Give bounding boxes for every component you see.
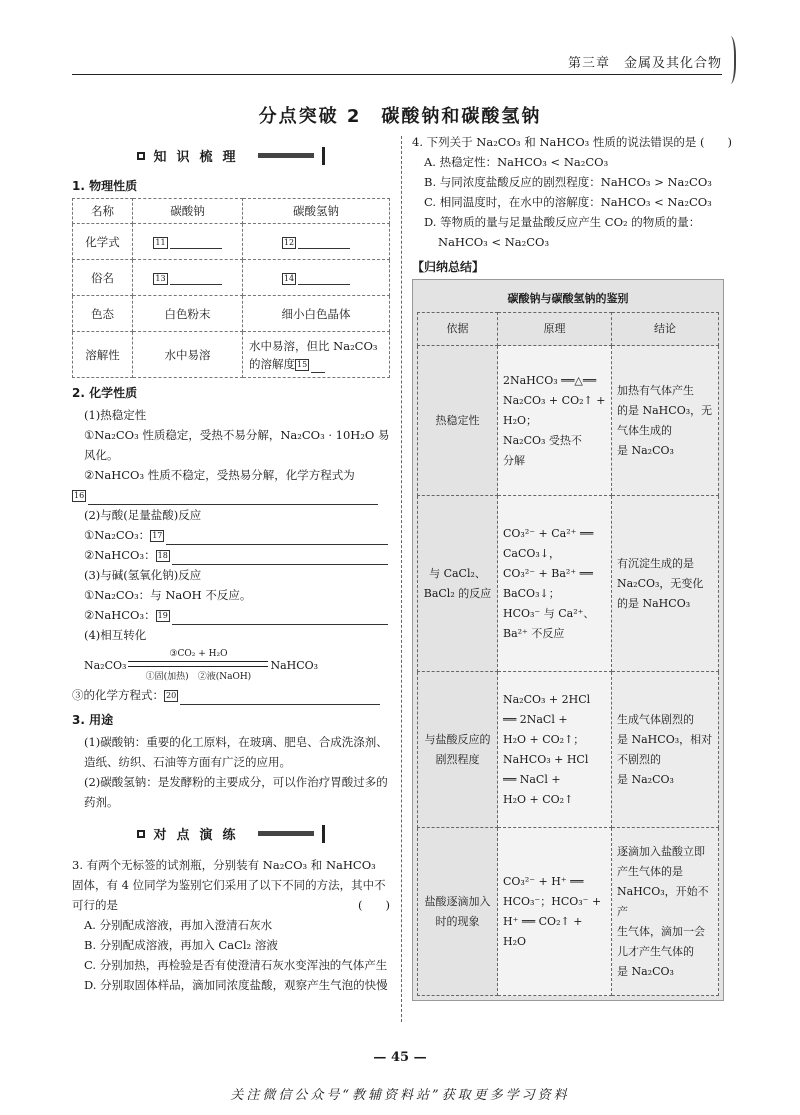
sodium-carbonate-stability: ①Na₂CO₃ 性质稳定，受热不易分解，Na₂CO₃ · 10H₂O 易风化。 (84, 428, 390, 462)
conclusion-cell: 加热有气体产生 的是 NaHCO₃，无 气体生成的 是 Na₂CO₃ (612, 346, 719, 496)
table-row (73, 260, 390, 296)
conclusion-cell: 逐滴加入盐酸立即 产生气体的是 NaHCO₃，开始不产 生气体，滴加一会 儿才产生气体的 是 Na₂CO₃ (612, 828, 719, 996)
knowledge-banner-text: 知识梳理 (153, 150, 246, 165)
question-3-stem: 3. 有两个无标签的试剂瓶，分别装有 Na₂CO₃ 和 NaHCO₃ 固体，有 4 位同学为鉴别它们采用了以下不同的方法，其中不可行的是 ( ) (72, 855, 390, 915)
table-row (418, 828, 719, 996)
row-label: 俗名 (73, 260, 133, 296)
footer-note: 关注微信公众号“教辅资料站”获取更多学习资料 (230, 1088, 570, 1103)
banner-end-mark (322, 147, 325, 165)
table-header-cell: 名称 (73, 199, 133, 224)
solubility-blank[interactable]: 水中易溶，但比 Na₂CO₃ 的溶解度 15 (243, 332, 390, 378)
principle-cell: Na₂CO₃ + 2HCl ══ 2NaCl + H₂O + CO₂↑； NaHCO₃ + HCl ══ NaCl + H₂O + CO₂↑ (498, 672, 612, 828)
summary-box (412, 279, 724, 1001)
banner-square-icon (137, 830, 145, 838)
formula-blank[interactable]: 11 (133, 224, 243, 260)
question-3-option[interactable]: B. 分别配成溶液，再加入 CaCl₂ 溶液 (84, 938, 278, 952)
interconversion-arrows (128, 649, 268, 682)
base-reaction-heading: (3)与碱(氢氧化钠)反应 (84, 568, 202, 582)
table-header-row (73, 199, 390, 224)
banner-square-icon (137, 152, 145, 160)
equation-blank-16[interactable]: 16 (72, 485, 390, 505)
interconversion-diagram (84, 645, 390, 685)
question-3-option[interactable]: D. 分别取固体样品，滴加同浓度盐酸，观察产生气泡的快慢 (84, 978, 388, 992)
arrow-left-icon (128, 666, 268, 667)
cell-value: 白色粉末 (133, 296, 243, 332)
table-header-cell: 碳酸氢钠 (243, 199, 390, 224)
principle-cell: CO₃²⁻ + Ca²⁺ ══ CaCO₃↓， CO₃²⁻ + Ba²⁺ ══ BaCO₃↓； HCO₃⁻ 与 Ca²⁺、 Ba²⁺ 不反应 (498, 496, 612, 672)
equation-blank-18[interactable]: ②NaHCO₃： 18 (72, 545, 390, 565)
identification-table (417, 312, 719, 996)
interconversion-heading: (4)相互转化 (84, 628, 147, 642)
cell-value: 细小白色晶体 (243, 296, 390, 332)
interconversion-right: NaHCO₃ (270, 658, 319, 672)
right-column (412, 132, 732, 1001)
table-header-cell: 碳酸钠 (133, 199, 243, 224)
conclusion-cell: 有沉淀生成的是 Na₂CO₃，无变化 的是 NaHCO₃ (612, 496, 719, 672)
summary-header-cell: 结论 (612, 313, 719, 346)
header-rule (72, 74, 722, 75)
practice-banner-text: 对点演练 (153, 828, 246, 843)
acid-reaction-heading: (2)与酸(足量盐酸)反应 (84, 508, 202, 522)
table-row (73, 296, 390, 332)
chapter-header: 第三章 金属及其化合物 (567, 56, 722, 71)
page-title: 分点突破 2 碳酸钠和碳酸氢钠 (258, 106, 542, 127)
question-4-stem: 4. 下列关于 Na₂CO₃ 和 NaHCO₃ 性质的说法错误的是 ( ) (412, 132, 732, 152)
table-row (418, 672, 719, 828)
header-ornament (722, 36, 736, 84)
basis-cell: 盐酸逐滴加入时的现象 (418, 828, 498, 996)
physical-properties-heading: 1. 物理性质 (72, 179, 138, 193)
answer-paren[interactable]: ( ) (358, 898, 390, 912)
question-4-option[interactable]: D. 等物质的量与足量盐酸反应产生 CO₂ 的物质的量： (424, 215, 701, 229)
question-4-option[interactable]: B. 与同浓度盐酸反应的剧烈程度：NaHCO₃ > Na₂CO₃ (424, 175, 712, 189)
summary-header-cell: 依据 (418, 313, 498, 346)
thermal-stability-heading: (1)热稳定性 (84, 408, 147, 422)
left-column (72, 138, 390, 995)
sodium-bicarbonate-stability: ②NaHCO₃ 性质不稳定，受热易分解，化学方程式为 (84, 468, 355, 482)
name-blank[interactable]: 13 (133, 260, 243, 296)
table-row (418, 346, 719, 496)
row-label: 色态 (73, 296, 133, 332)
sodium-bicarbonate-use: (2)碳酸氢钠：是发酵粉的主要成分，可以作治疗胃酸过多的药剂。 (84, 775, 388, 809)
arrow-right-icon (128, 661, 268, 662)
question-4-option[interactable]: A. 热稳定性：NaHCO₃ < Na₂CO₃ (424, 155, 609, 169)
equation-blank-17[interactable]: ①Na₂CO₃： 17 (72, 525, 390, 545)
name-blank[interactable]: 14 (243, 260, 390, 296)
equation-blank-20[interactable]: ③的化学方程式： 20 (72, 685, 390, 705)
sodium-carbonate-base: ①Na₂CO₃：与 NaOH 不反应。 (84, 588, 252, 602)
basis-cell: 与盐酸反应的剧烈程度 (418, 672, 498, 828)
question-3-option[interactable]: C. 分别加热，再检验是否有使澄清石灰水变浑浊的气体产生 (84, 958, 388, 972)
banner-end-mark (322, 825, 325, 843)
basis-cell: 热稳定性 (418, 346, 498, 496)
conclusion-cell: 生成气体剧烈的 是 NaHCO₃，相对 不剧烈的 是 Na₂CO₃ (612, 672, 719, 828)
table-row (418, 496, 719, 672)
chemical-properties-heading: 2. 化学性质 (72, 386, 138, 400)
question-4-option-cont: NaHCO₃ < Na₂CO₃ (438, 235, 550, 249)
question-4-option[interactable]: C. 相同温度时，在水中的溶解度：NaHCO₃ < Na₂CO₃ (424, 195, 712, 209)
uses-heading: 3. 用途 (72, 713, 114, 727)
arrow-bottom-label: ①固(加热) ②液(NaOH) (145, 671, 252, 682)
page-number: — 45 — (373, 1050, 427, 1065)
practice-banner (72, 824, 390, 843)
equation-blank-19[interactable]: ②NaHCO₃： 19 (72, 605, 390, 625)
principle-cell: 2NaHCO₃ ══△══ Na₂CO₃ + CO₂↑ + H₂O； Na₂CO₃ 受热不 分解 (498, 346, 612, 496)
summary-title: 碳酸钠与碳酸氢钠的鉴别 (507, 292, 629, 305)
sodium-carbonate-use: (1)碳酸钠：重要的化工原料，在玻璃、肥皂、合成洗涤剂、造纸、纺织、石油等方面有广泛的应用。 (84, 735, 388, 769)
summary-header-cell: 原理 (498, 313, 612, 346)
physical-properties-table (72, 198, 390, 378)
cell-value: 水中易溶 (133, 332, 243, 378)
banner-bar (258, 153, 314, 158)
summary-label: 【归纳总结】 (412, 260, 485, 274)
banner-bar (258, 831, 314, 836)
answer-paren[interactable]: ( ) (700, 135, 732, 149)
summary-header-row (418, 313, 719, 346)
knowledge-banner (72, 146, 390, 165)
row-label: 溶解性 (73, 332, 133, 378)
column-divider (401, 136, 402, 1022)
interconversion-left: Na₂CO₃ (84, 658, 127, 672)
arrow-top-label: ③CO₂ + H₂O (169, 648, 228, 659)
table-row (73, 224, 390, 260)
basis-cell: 与 CaCl₂、BaCl₂ 的反应 (418, 496, 498, 672)
row-label: 化学式 (73, 224, 133, 260)
formula-blank[interactable]: 12 (243, 224, 390, 260)
table-row (73, 332, 390, 378)
principle-cell: CO₃²⁻ + H⁺ ══ HCO₃⁻；HCO₃⁻ + H⁺ ══ CO₂↑ + H₂O (498, 828, 612, 996)
question-3-option[interactable]: A. 分别配成溶液，再加入澄清石灰水 (84, 918, 273, 932)
